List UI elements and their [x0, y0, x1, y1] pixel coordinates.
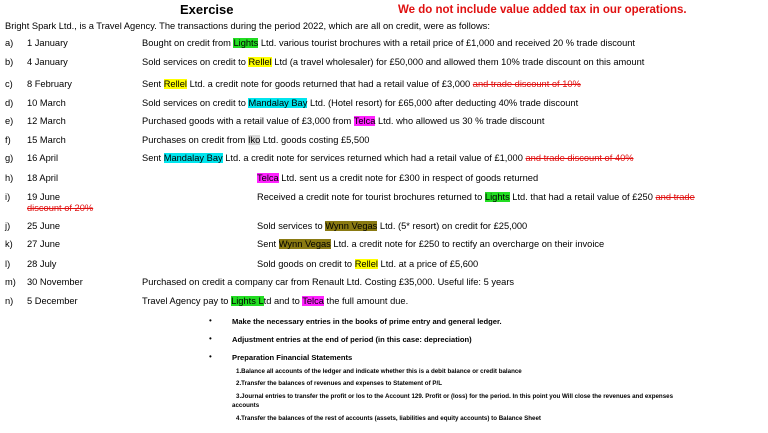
company-iko: Iko [247, 135, 261, 145]
transaction-row-e [0, 116, 768, 130]
task-bullet-1: Make the necessary entries in the books of prime entry and general ledger. [232, 317, 502, 326]
row-letter: a) [5, 38, 14, 48]
row-letter: f) [5, 135, 11, 145]
row-date: 5 December [27, 296, 78, 306]
row-description: Sold services on credit to Mandalay Bay Ltd. (Hotel resort) for £65,000 after deducting 40% trade discount [142, 98, 579, 108]
struck-text: and trade [655, 192, 695, 202]
step-1: 1.Balance all accounts of the ledger and indicate whether this is a debit balance or credit balance [236, 368, 522, 375]
exercise-title: Exercise [180, 2, 234, 17]
row-date: 30 November [27, 277, 83, 287]
row-description: Purchased goods with a retail value of £3,000 from Telca Ltd. who allowed us 30 % trade discount [142, 116, 545, 126]
step-3-continued: accounts [232, 402, 260, 409]
row-letter: j) [5, 221, 11, 231]
company-telca: Telca [353, 116, 376, 126]
row-description: Sent Mandalay Bay Ltd. a credit note for services returned which had a retail value of £1,000 and trade discount of 40% [142, 153, 634, 163]
row-letter: k) [5, 239, 13, 249]
company-telca: Telca [302, 296, 324, 306]
row-date: 8 February [27, 79, 72, 89]
company-telca: Telca [257, 173, 279, 183]
row-description: Purchased on credit a company car from Renault Ltd. Costing £35,000. Useful life: 5 years [142, 277, 515, 287]
row-date: 4 January [27, 57, 68, 67]
row-description: Travel Agency pay to Lights Ltd and to Telca the full amount due. [142, 296, 409, 306]
vat-warning: We do not include value added tax in our operations. [398, 4, 687, 16]
row-description: Telca Ltd. sent us a credit note for £300 in respect of goods returned [257, 173, 539, 183]
row-letter: i) [5, 192, 11, 202]
transaction-row-j [0, 221, 768, 235]
row-date: 16 April [27, 153, 59, 163]
row-description: Sold services on credit to Rellel Ltd (a travel wholesaler) for £50,000 and allowed them 10% trade discount on this amount [142, 57, 645, 67]
company-wynn-vegas: Wynn Vegas [325, 221, 378, 231]
row-date: 12 March [27, 116, 66, 126]
row-description: Sent Rellel Ltd. a credit note for goods returned that had a retail value of £3,000 and trade discount of 10% [142, 79, 581, 89]
struck-text-continued: discount of 20% [27, 203, 94, 213]
transaction-row-b [0, 57, 768, 71]
company-lights: Lights [233, 38, 259, 48]
company-rellel: Rellel [163, 79, 187, 89]
row-date: 19 June [27, 192, 61, 202]
row-letter: d) [5, 98, 14, 108]
task-bullet-2: Adjustment entries at the end of period (in this case: depreciation) [232, 335, 472, 344]
transaction-row-i [0, 192, 768, 213]
step-2: 2.Transfer the balances of revenues and expenses to Statement of P/L [236, 380, 442, 387]
transaction-row-c [0, 79, 768, 93]
transaction-row-d [0, 98, 768, 112]
company-lights: Lights [484, 192, 510, 202]
transaction-row-a [0, 38, 768, 52]
row-letter: e) [5, 116, 14, 126]
transaction-row-n [0, 296, 768, 310]
row-description: Received a credit note for tourist brochures returned to Lights Ltd. that had a retail value of £250 and trade [257, 192, 695, 202]
transaction-row-h [0, 173, 768, 187]
company-rellel: Rellel [354, 259, 378, 269]
row-description: Sent Wynn Vegas Ltd. a credit note for £250 to rectify an overcharge on their invoice [257, 239, 605, 249]
bullet-icon: • [209, 316, 212, 325]
row-description: Purchases on credit from Iko Ltd. goods costing £5,500 [142, 135, 370, 145]
transaction-row-l [0, 259, 768, 273]
row-description: Sold goods on credit to Rellel Ltd. at a price of £5,600 [257, 259, 479, 269]
struck-text: and trade discount of 10% [472, 79, 581, 89]
row-date: 28 July [27, 259, 57, 269]
row-date: 15 March [27, 135, 66, 145]
row-description: Sold services to Wynn Vegas Ltd. (5* resort) on credit for £25,000 [257, 221, 528, 231]
row-letter: n) [5, 296, 14, 306]
row-letter: g) [5, 153, 14, 163]
company-lights: Lights L [231, 296, 264, 306]
row-date: 18 April [27, 173, 59, 183]
transaction-row-g [0, 153, 768, 167]
row-letter: m) [5, 277, 16, 287]
transaction-row-f [0, 135, 768, 149]
company-mandalay-bay: Mandalay Bay [163, 153, 223, 163]
row-letter: h) [5, 173, 14, 183]
row-date: 1 January [27, 38, 68, 48]
company-wynn-vegas: Wynn Vegas [278, 239, 331, 249]
step-4: 4.Transfer the balances of the rest of accounts (assets, liabilities and equity accounts) to Balance Sheet [236, 415, 541, 422]
company-rellel: Rellel [248, 57, 272, 67]
bullet-icon: • [209, 352, 212, 361]
transaction-row-m [0, 277, 768, 291]
bullet-icon: • [209, 334, 212, 343]
row-date: 25 June [27, 221, 61, 231]
row-letter: c) [5, 79, 13, 89]
step-3: 3.Journal entries to transfer the profit or los to the Account 129. Profit or (loss) for the period. In this point you Will close the revenues and expenses [236, 393, 674, 400]
row-letter: l) [5, 259, 11, 269]
row-letter: b) [5, 57, 14, 67]
row-date: 27 June [27, 239, 61, 249]
row-description: Bought on credit from Lights Ltd. various tourist brochures with a retail price of £1,000 and received 20 % trade discount [142, 38, 636, 48]
task-bullet-3: Preparation Financial Statements [232, 353, 353, 362]
company-mandalay-bay: Mandalay Bay [248, 98, 308, 108]
intro-text: Bright Spark Ltd., is a Travel Agency. The transactions during the period 2022, which are all on credit, were as follows: [5, 21, 490, 31]
row-date: 10 March [27, 98, 66, 108]
transaction-row-k [0, 239, 768, 253]
struck-text: and trade discount of 40% [525, 153, 634, 163]
